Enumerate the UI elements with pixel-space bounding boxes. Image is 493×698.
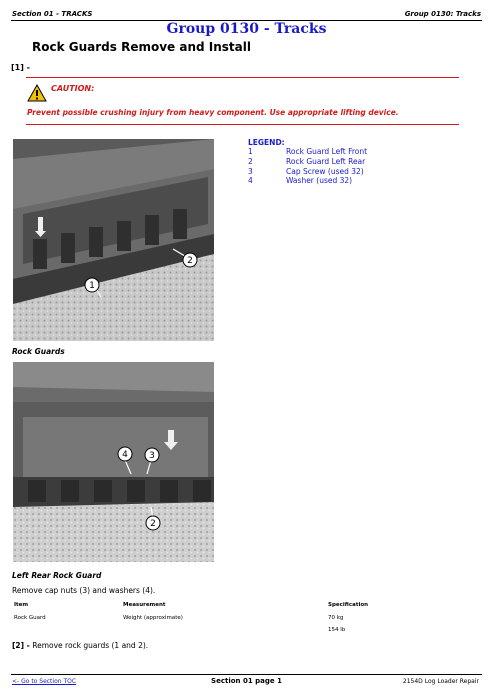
photo2-callout-3: 3 [149, 451, 155, 461]
caution-label: CAUTION: [51, 84, 95, 93]
table-cell-measurement: Weight (approximate) [123, 615, 183, 621]
table-header-measurement: Measurement [123, 602, 166, 608]
page-title: Rock Guards Remove and Install [32, 40, 251, 54]
caution-top-rule [26, 77, 459, 78]
legend-item: 1 Rock Guard Left Front [248, 147, 368, 156]
table-cell-spec-kg: 70 kg [328, 615, 344, 621]
header-section-left: Section 01 - TRACKS [12, 10, 93, 18]
footer-page-number: Section 01 page 1 [211, 677, 282, 685]
left-rear-rock-guard-photo [13, 362, 214, 562]
table-cell-item: Rock Guard [14, 615, 46, 621]
step-2: [2] - Remove rock guards (1 and 2). [12, 641, 149, 650]
rock-guards-photo [13, 139, 214, 341]
table-cell-spec-lb: 154 lb [328, 627, 346, 633]
instruction-remove-cap-nuts: Remove cap nuts (3) and washers (4). [12, 586, 156, 595]
warning-triangle-icon [27, 84, 47, 106]
caution-bottom-rule [26, 124, 459, 125]
step-1-label: [1] - [11, 63, 30, 72]
photo1-callout-2: 2 [187, 256, 193, 266]
group-title: Group 0130 - Tracks [166, 21, 327, 37]
photo2-callout-4: 4 [122, 450, 128, 460]
footer-document-title: 2154D Log Loader Repair [402, 678, 479, 685]
legend-item: 4 Washer (used 32) [248, 176, 353, 185]
go-to-section-toc-link[interactable]: <- Go to Section TOC [12, 678, 77, 685]
legend-item: 2 Rock Guard Left Rear [248, 157, 366, 166]
caption-left-rear-rock-guard: Left Rear Rock Guard [12, 571, 102, 580]
legend-title: LEGEND: [248, 138, 285, 147]
legend-item: 3 Cap Screw (used 32) [248, 167, 364, 176]
caption-rock-guards: Rock Guards [12, 347, 65, 356]
header-section-right: Group 0130: Tracks [404, 10, 481, 18]
table-header-item: Item [14, 602, 29, 608]
footer-divider [11, 674, 482, 675]
photo2-callout-2: 2 [150, 519, 156, 529]
caution-text: Prevent possible crushing injury from heavy component. Use appropriate lifting device. [27, 108, 399, 117]
photo1-callout-1: 1 [89, 281, 95, 291]
table-header-specification: Specification [328, 602, 369, 608]
